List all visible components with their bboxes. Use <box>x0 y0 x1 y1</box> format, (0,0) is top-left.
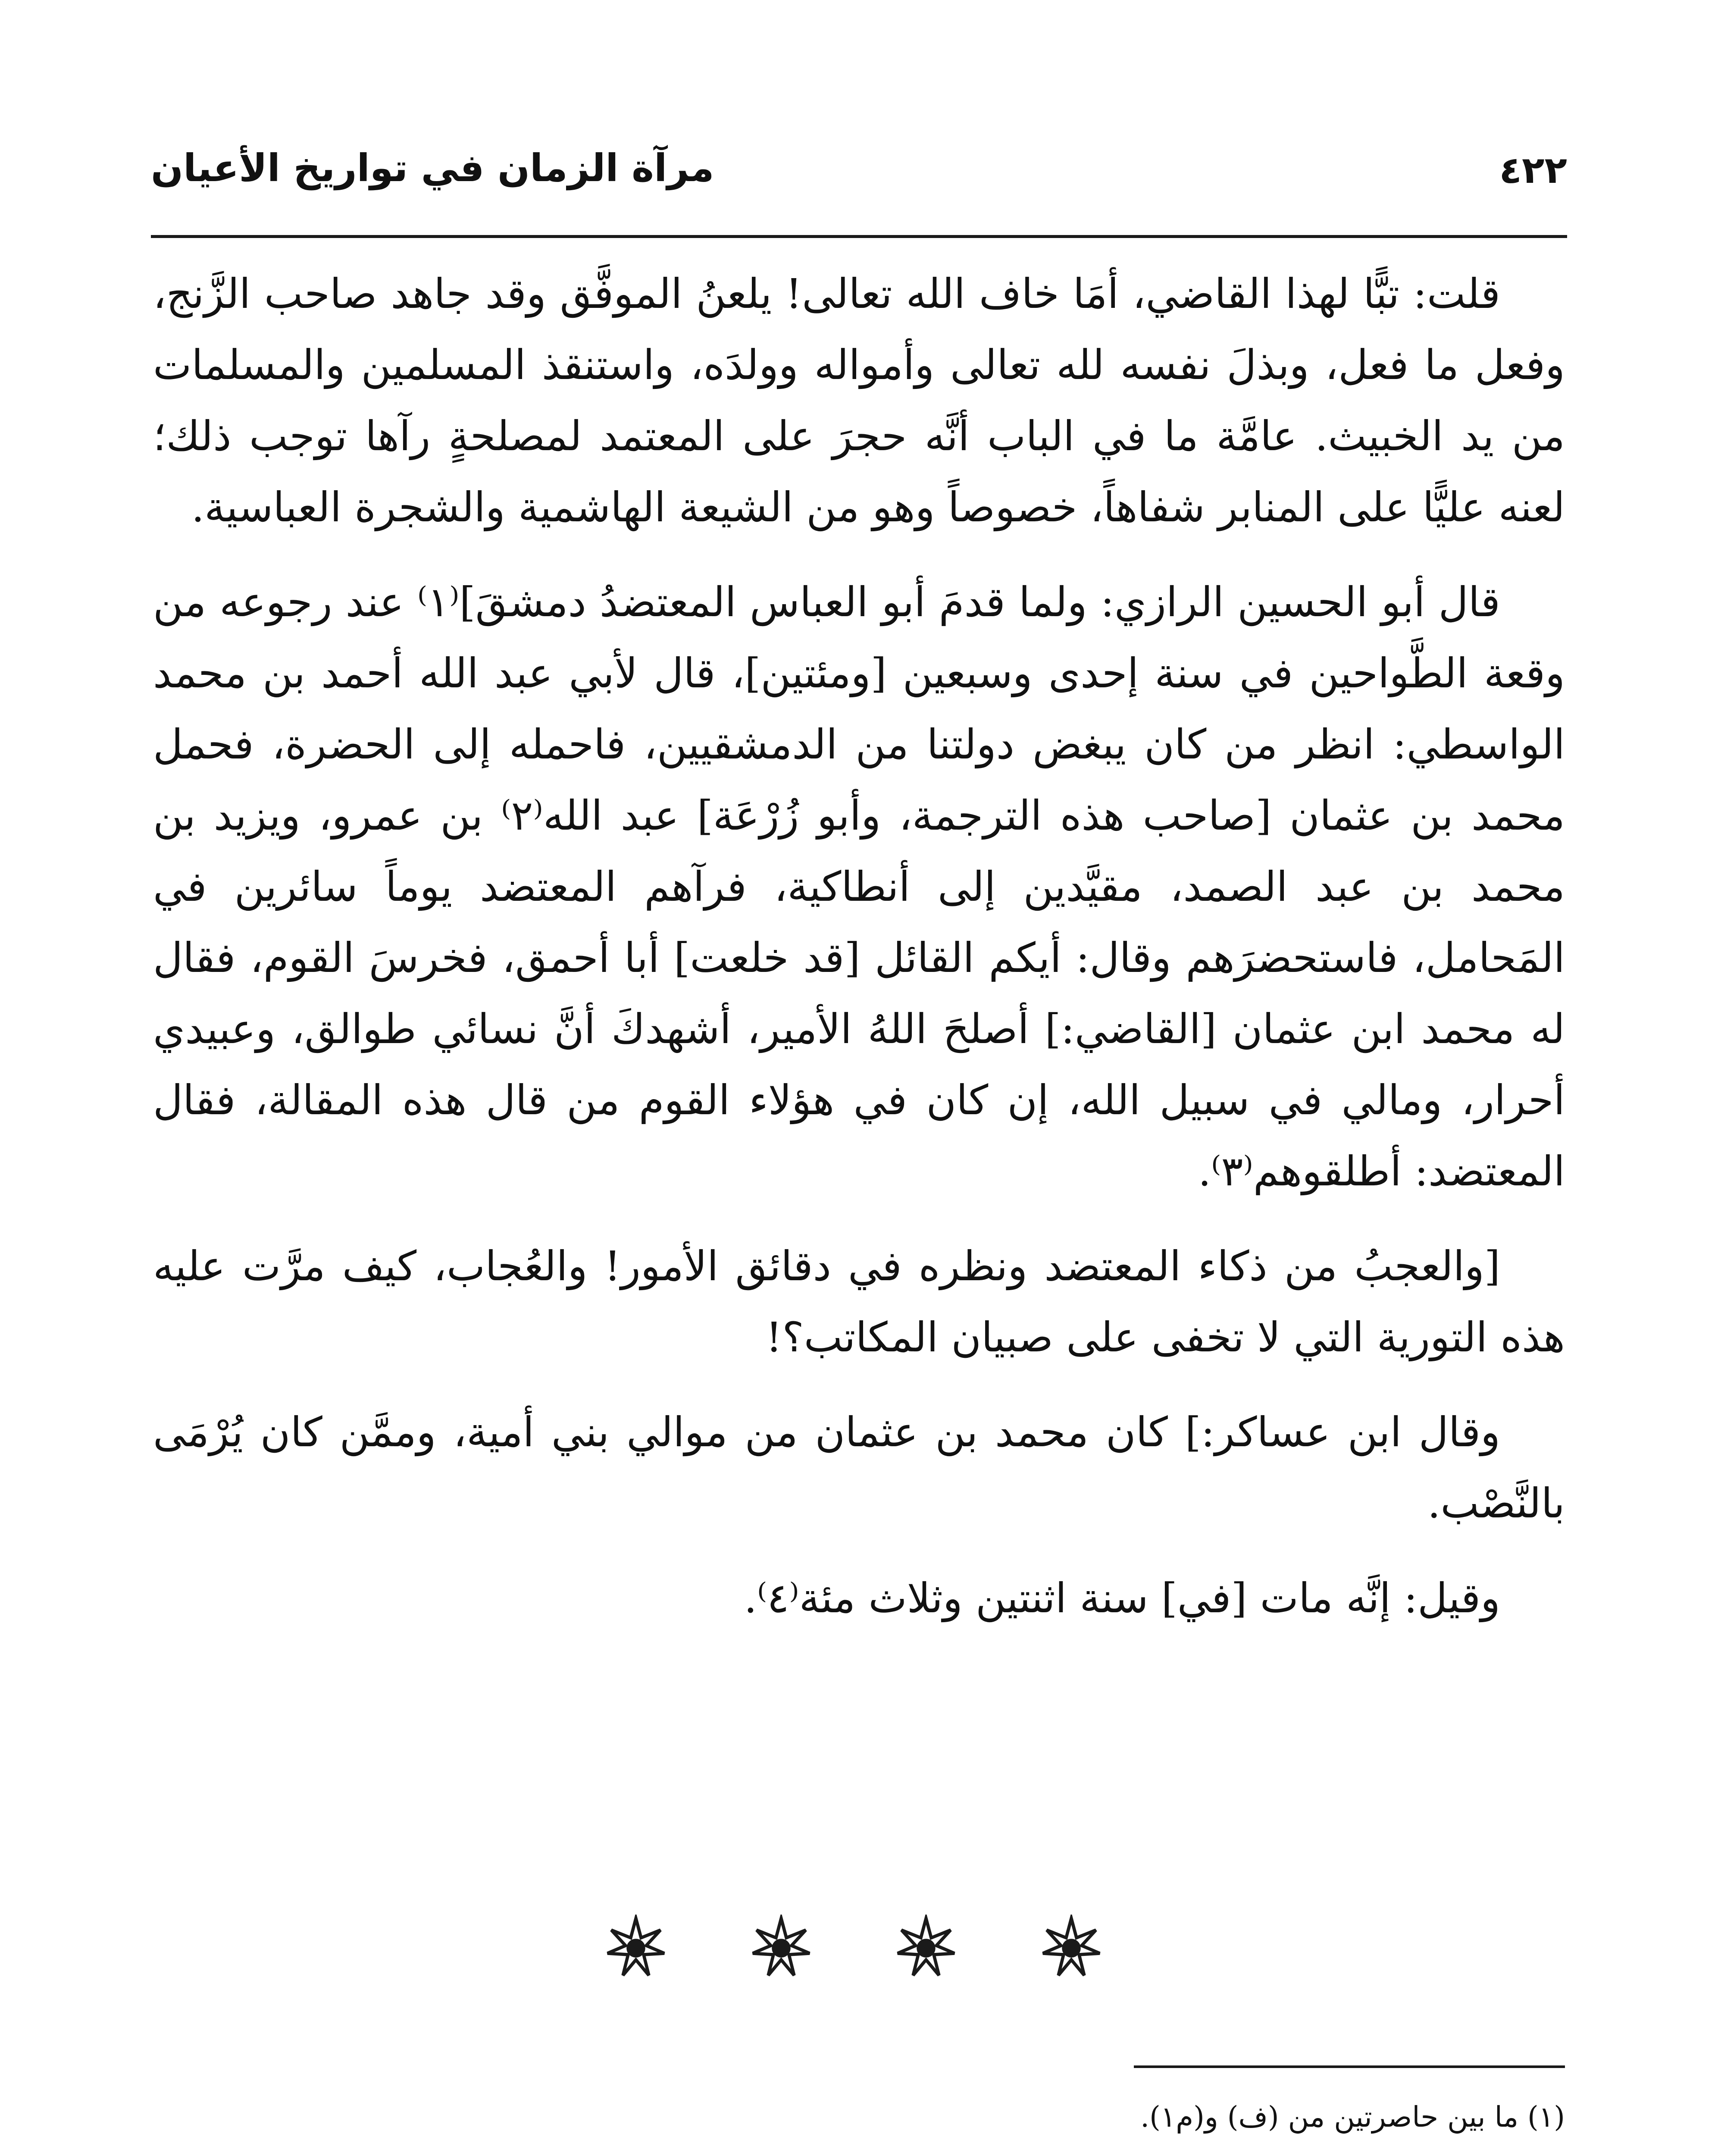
main-text <box>153 259 1565 1658</box>
page-number: ٤٢٢ <box>1499 149 1567 192</box>
running-header <box>151 142 1567 203</box>
paragraph-death: وقيل: إنَّه مات [في] سنة اثنتين وثلاث مئة⁽٤⁾. <box>744 1575 1500 1622</box>
book-title: مرآة الزمان في تواريخ الأعيان <box>151 146 714 190</box>
paragraph-wonder: [والعجبُ من ذكاء المعتضد ونظره في دقائق الأمور! والعُجاب، كيف مرَّت عليه هذه التورية التي لا تخفى على صبيان المكاتب؟! <box>153 1243 1565 1361</box>
flower-ornament-icon <box>604 1915 668 1979</box>
flower-ornament-icon <box>894 1915 958 1979</box>
header-divider <box>151 235 1567 238</box>
flower-ornament-icon <box>749 1915 814 1979</box>
footnote-2 <box>153 2153 1565 2156</box>
footnote-1: (١) ما بين حاصرتين من (ف) و(م١). <box>1140 2100 1565 2134</box>
paragraph-razi-narration: قال أبو الحسين الرازي: ولما قدمَ أبو العباس المعتضدُ دمشقَ]⁽١⁾ عند رجوعه من وقعة الطَّواحين في سنة إحدى وسبعين [ومئتين]، قال لأبي عبد الله أحمد بن محمد الواسطي: انظر من كان يبغض دولتنا من الدمشقيين، فاحمله إلى الحضرة، فحمل محمد بن عثمان [صاحب هذه الترجمة، وأبو زُرْعَة] عبد الله⁽٢⁾ بن عمرو، ويزيد بن محمد بن عبد الصمد، مقيَّدين إلى أنطاكية، فرآهم المعتضد يوماً سائرين في المَحامل، فاستحضرَهم وقال: أيكم القائل [قد خلعت] أبا أحمق، فخرسَ القوم، فقال له محمد ابن عثمان [القاضي:] أصلحَ اللهُ الأمير، أشهدكَ أنَّ نسائي طوالق، وعبيدي أحرار، ومالي في سبيل الله، إن كان في هؤلاء القوم من قال هذه المقالة، فقال المعتضد: أطلقوهم⁽٣⁾. <box>153 579 1565 1195</box>
paragraph-ibn-asakir: وقال ابن عساكر:] كان محمد بن عثمان من موالي بني أمية، وممَّن كان يُرْمَى بالنَّصْب. <box>153 1409 1565 1527</box>
section-ornament <box>604 1906 1104 1988</box>
paragraph-qult: قلت: تبًّا لهذا القاضي، أمَا خاف الله تعالى! يلعنُ الموفَّق وقد جاهد صاحب الزَّنج، وفعل ما فعل، وبذلَ نفسه لله تعالى وأمواله وولدَه، واستنقذ المسلمين والمسلمات من يد الخبيث. عامَّة ما في الباب أنَّه حجرَ على المعتمد لمصلحةٍ رآها توجب ذلك؛ لعنه عليًّا على المنابر شفاهاً، خصوصاً وهو من الشيعة الهاشمية والشجرة العباسية. <box>153 270 1565 531</box>
flower-ornament-icon <box>1039 1915 1104 1979</box>
footnotes <box>153 2087 1565 2156</box>
footnote-divider <box>1134 2065 1565 2068</box>
